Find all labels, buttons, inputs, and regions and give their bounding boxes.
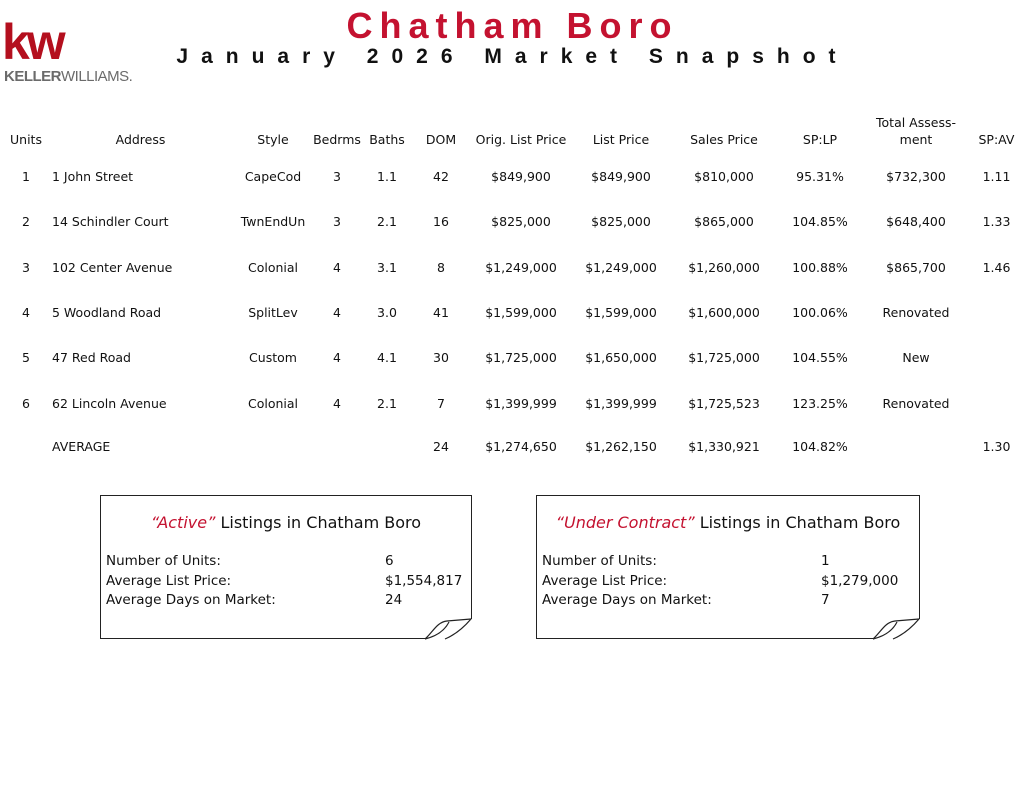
cell-dom: 42 bbox=[433, 169, 449, 185]
col-header-style: Style bbox=[257, 132, 289, 147]
col-header-assessment bbox=[861, 90, 971, 154]
cell-sp-lp: 104.85% bbox=[792, 214, 848, 230]
page-curl-icon bbox=[871, 618, 921, 640]
cell-sp-av bbox=[971, 290, 1022, 335]
col-header-address: Address bbox=[115, 132, 166, 147]
active-units-value: 6 bbox=[385, 553, 394, 569]
col-header-sp-av: SP:AV bbox=[978, 132, 1015, 147]
col-header-orig-list: Orig. List Price bbox=[475, 132, 567, 147]
cell-sales: $865,000 bbox=[694, 214, 754, 230]
average-address: AVERAGE bbox=[52, 439, 111, 455]
cell-style: Colonial bbox=[247, 395, 299, 411]
col-header-bedrms: Bedrms bbox=[313, 132, 361, 147]
col-header-baths: Baths bbox=[369, 132, 405, 147]
brand-bold: KELLER bbox=[4, 68, 61, 85]
page-title: Chatham Boro bbox=[346, 5, 679, 46]
contract-card-title-emphasis: “Under Contract” bbox=[555, 513, 695, 532]
cell-address: 1 John Street bbox=[52, 169, 134, 185]
cell-orig-list: $1,249,000 bbox=[485, 259, 557, 275]
cell-sales: $1,725,523 bbox=[688, 395, 760, 411]
cell-units: 5 bbox=[22, 350, 30, 366]
cell-list: $1,249,000 bbox=[585, 259, 657, 275]
col-header-dom: DOM bbox=[425, 132, 457, 147]
cell-sp-av: 1.11 bbox=[982, 169, 1011, 185]
cell-list: $825,000 bbox=[591, 214, 651, 230]
table-row bbox=[4, 290, 1022, 335]
cell-sales: $810,000 bbox=[694, 169, 754, 185]
average-empty-cell bbox=[361, 426, 413, 468]
cell-address: 102 Center Avenue bbox=[52, 259, 173, 275]
cell-units: 3 bbox=[22, 259, 30, 275]
cell-bedrms: 4 bbox=[333, 350, 341, 366]
average-empty-cell bbox=[233, 426, 313, 468]
cell-sp-lp: 100.88% bbox=[792, 259, 848, 275]
keller-williams-logo bbox=[2, 14, 147, 88]
cell-style: Colonial bbox=[247, 259, 299, 275]
cell-style: SplitLev bbox=[248, 305, 298, 321]
cell-sp-lp: 100.06% bbox=[792, 305, 848, 321]
cell-assessment: $648,400 bbox=[886, 214, 946, 230]
sales-table bbox=[4, 90, 1022, 468]
active-avg-dom-value: 24 bbox=[385, 592, 403, 608]
cell-sp-lp: 104.55% bbox=[792, 350, 848, 366]
cell-sp-lp: 95.31% bbox=[796, 169, 844, 185]
table-body bbox=[4, 154, 1022, 468]
cell-baths: 2.1 bbox=[377, 214, 397, 230]
cell-orig-list: $849,900 bbox=[491, 169, 551, 185]
active-card-title bbox=[101, 513, 471, 532]
active-card-title-emphasis: “Active” bbox=[150, 513, 216, 532]
cell-sp-av: 1.46 bbox=[982, 259, 1011, 275]
cell-assessment: $732,300 bbox=[886, 169, 946, 185]
cell-dom: 41 bbox=[433, 305, 449, 321]
average-sales: $1,330,921 bbox=[688, 439, 760, 455]
cell-orig-list: $1,725,000 bbox=[485, 350, 557, 366]
brand-rest: WILLIAMS. bbox=[61, 68, 133, 85]
col-header-sp-lp: SP:LP bbox=[802, 132, 838, 147]
cell-address: 62 Lincoln Avenue bbox=[52, 395, 167, 411]
contract-avg-price-value: $1,279,000 bbox=[821, 573, 899, 589]
average-row bbox=[4, 426, 1022, 468]
cell-list: $849,900 bbox=[591, 169, 651, 185]
table-header-row bbox=[4, 90, 1022, 154]
cell-style: TwnEndUn bbox=[240, 214, 306, 230]
logo-brand-text bbox=[4, 68, 132, 85]
cell-sp-lp: 123.25% bbox=[792, 395, 848, 411]
cell-dom: 7 bbox=[437, 395, 445, 411]
cell-baths: 1.1 bbox=[377, 169, 397, 185]
cell-units: 6 bbox=[22, 395, 30, 411]
cell-sales: $1,725,000 bbox=[688, 350, 760, 366]
contract-avg-price-label: Average List Price: bbox=[542, 573, 668, 589]
col-header-units: Units bbox=[10, 132, 42, 147]
cell-orig-list: $825,000 bbox=[491, 214, 551, 230]
average-empty-cell bbox=[4, 426, 48, 468]
cell-units: 2 bbox=[22, 214, 30, 230]
cell-sales: $1,260,000 bbox=[688, 259, 760, 275]
under-contract-card bbox=[536, 495, 920, 639]
cell-baths: 4.1 bbox=[377, 350, 397, 366]
cell-list: $1,650,000 bbox=[585, 350, 657, 366]
active-card-title-rest: Listings in Chatham Boro bbox=[215, 513, 422, 532]
active-units-label: Number of Units: bbox=[106, 553, 221, 569]
kw-logo-mark: kw bbox=[2, 14, 63, 70]
table-row bbox=[4, 380, 1022, 425]
col-header-sales: Sales Price bbox=[690, 132, 758, 147]
cell-address: 5 Woodland Road bbox=[52, 305, 162, 321]
cell-orig-list: $1,399,999 bbox=[485, 395, 557, 411]
cell-bedrms: 4 bbox=[333, 259, 341, 275]
cell-address: 14 Schindler Court bbox=[52, 214, 169, 230]
average-sp-av: 1.30 bbox=[982, 439, 1011, 455]
table-row bbox=[4, 154, 1022, 199]
cell-style: Custom bbox=[249, 350, 297, 366]
cell-bedrms: 3 bbox=[333, 169, 341, 185]
cell-units: 1 bbox=[22, 169, 30, 185]
average-dom: 24 bbox=[433, 439, 449, 455]
cell-style: CapeCod bbox=[244, 169, 302, 185]
average-sp-lp: 104.82% bbox=[792, 439, 848, 455]
cell-sp-av bbox=[971, 380, 1022, 425]
cell-bedrms: 4 bbox=[333, 395, 341, 411]
cell-bedrms: 3 bbox=[333, 214, 341, 230]
cell-assessment: Renovated bbox=[882, 395, 950, 411]
cell-address: 47 Red Road bbox=[52, 350, 131, 366]
active-avg-price-value: $1,554,817 bbox=[385, 573, 463, 589]
assess-line-2: ment bbox=[899, 132, 933, 147]
table-row bbox=[4, 335, 1022, 380]
contract-card-title bbox=[537, 513, 919, 532]
cell-assessment: $865,700 bbox=[886, 259, 946, 275]
cell-bedrms: 4 bbox=[333, 305, 341, 321]
average-empty-cell bbox=[313, 426, 361, 468]
table-row bbox=[4, 199, 1022, 244]
active-avg-price-label: Average List Price: bbox=[106, 573, 232, 589]
cell-orig-list: $1,599,000 bbox=[485, 305, 557, 321]
cell-list: $1,599,000 bbox=[585, 305, 657, 321]
average-orig-list: $1,274,650 bbox=[485, 439, 557, 455]
contract-avg-dom-value: 7 bbox=[821, 592, 830, 608]
cell-sp-av: 1.33 bbox=[982, 214, 1011, 230]
cell-dom: 30 bbox=[433, 350, 449, 366]
contract-card-title-rest: Listings in Chatham Boro bbox=[694, 513, 901, 532]
contract-avg-dom-label: Average Days on Market: bbox=[542, 592, 712, 608]
page-subtitle: January 2026 Market Snapshot bbox=[176, 45, 849, 68]
cell-baths: 2.1 bbox=[377, 395, 397, 411]
active-listings-card bbox=[100, 495, 472, 639]
cell-baths: 3.0 bbox=[377, 305, 397, 321]
cell-dom: 8 bbox=[437, 259, 445, 275]
table-row bbox=[4, 245, 1022, 290]
cell-assessment: Renovated bbox=[882, 305, 950, 321]
cell-sp-av bbox=[971, 335, 1022, 380]
cell-sales: $1,600,000 bbox=[688, 305, 760, 321]
average-list: $1,262,150 bbox=[585, 439, 657, 455]
average-empty-cell bbox=[861, 426, 971, 468]
cell-dom: 16 bbox=[433, 214, 449, 230]
active-avg-dom-label: Average Days on Market: bbox=[106, 592, 276, 608]
contract-units-label: Number of Units: bbox=[542, 553, 657, 569]
cell-assessment: New bbox=[902, 350, 930, 366]
page-curl-icon bbox=[423, 618, 473, 640]
cell-units: 4 bbox=[22, 305, 30, 321]
cell-baths: 3.1 bbox=[377, 259, 397, 275]
contract-units-value: 1 bbox=[821, 553, 830, 569]
col-header-list: List Price bbox=[592, 132, 650, 147]
assess-line-1: Total Assess- bbox=[876, 115, 956, 130]
cell-list: $1,399,999 bbox=[585, 395, 657, 411]
